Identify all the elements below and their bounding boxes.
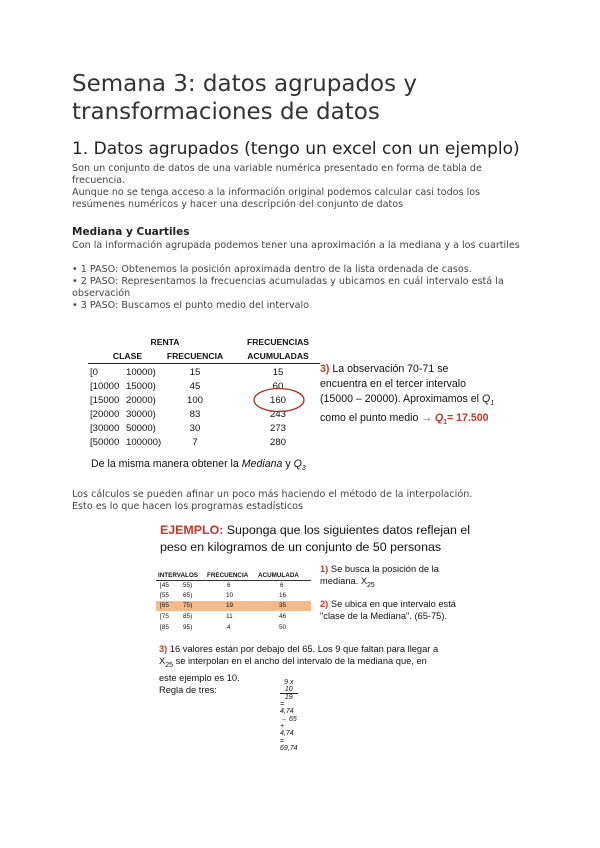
example-note-2: 2) Se ubica en que intervalo está "clase de la Mediana". (65-75). bbox=[320, 599, 456, 621]
footer-note: De la misma manera obtener la Mediana y $Q_3$ bbox=[91, 458, 306, 473]
step-3: • 3 PASO: Buscamos el punto medio del intervalo bbox=[72, 300, 310, 311]
example-note-3: 3) 16 valores están por debajo del 65. Los 9 que faltan para llegar a $X_{25}$ se interpolan en el ancho del intervalo de la mediana que, en este ejemplo es 10. Regla de tres: bbox=[159, 644, 439, 695]
subheading-mediana-cuartiles: Mediana y Cuartiles bbox=[72, 226, 190, 238]
step-1: • 1 PASO: Obtenemos la posición aproximada dentro de la lista ordenada de casos. bbox=[72, 264, 472, 275]
col-acum-header-2: ACUMULADAS bbox=[247, 351, 309, 361]
col-acum-header-1: FRECUENCIAS bbox=[246, 337, 310, 347]
interpolation-formula: $\frac{9 x 10}{19}$ = 4,74 → 65 + 4,74 = 69,74 bbox=[280, 679, 298, 753]
col-acumulada-header: ACUMULADA bbox=[258, 572, 299, 579]
col-frecuencia-header-2: FRECUENCIA bbox=[207, 572, 249, 579]
section-heading-datos-agrupados: 1. Datos agrupados (tengo un excel con un ejemplo) bbox=[72, 139, 520, 159]
interpolation-line-1: Los cálculos se pueden afinar un poco más haciendo el método de la interpolación. bbox=[72, 489, 473, 500]
highlight-circle bbox=[252, 386, 306, 414]
interpolation-line-2: Esto es lo que hacen los programas estadísticos bbox=[72, 501, 303, 512]
renta-group-header: RENTA bbox=[150, 337, 180, 347]
note-observation: 3) La observación 70-71 se encuentra en el tercer intervalo (15000 – 20000). Aproximamos el $Q_1$ como el punto medio → $Q_1= 17.500$ bbox=[320, 363, 495, 427]
table-header-rule bbox=[88, 363, 320, 364]
paragraph-definition: Son un conjunto de datos de una variable numérica presentado en forma de tabla de frecuencia. bbox=[72, 163, 482, 186]
col-frecuencia-header: FRECUENCIA bbox=[166, 351, 224, 361]
page-title: Semana 3: datos agrupados y transformaciones de datos bbox=[72, 71, 417, 125]
example-note-1: 1) Se busca la posición de la mediana. $X_{25}$ bbox=[320, 564, 439, 589]
paragraph-median-intro: Con la información agrupada podemos tener una aproximación a la mediana y a los cuartiles bbox=[72, 240, 520, 251]
example-title: EJEMPLO: Suponga que los siguientes datos reflejan el peso en kilogramos de un conjunto de 50 personas bbox=[160, 523, 470, 554]
example-header-rule bbox=[156, 580, 311, 581]
col-clase-header: CLASE bbox=[112, 351, 143, 361]
col-intervalos-header: INTERVALOS bbox=[158, 572, 199, 579]
step-2: • 2 PASO: Representamos la frecuencias acumuladas y ubicamos en cuál intervalo está la observación bbox=[72, 276, 504, 299]
median-class-highlight bbox=[156, 601, 311, 611]
paragraph-summary: Aunque no se tenga acceso a la información original podemos calcular casi todos los resúmenes numéricos y hacer una descripción del conjunto de datos bbox=[72, 187, 481, 210]
